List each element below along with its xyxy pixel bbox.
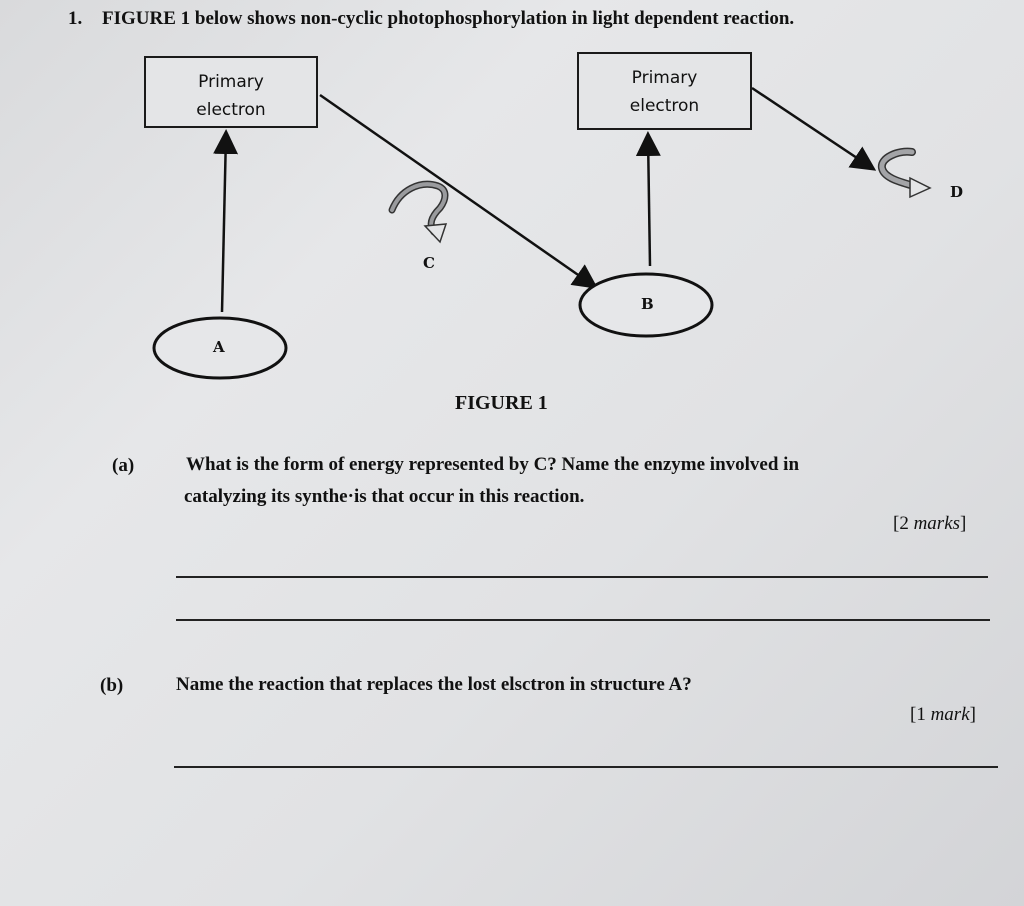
- part-a-question-line1: What is the form of energy represented by C? Name the enzyme involved in: [186, 454, 800, 475]
- curved-arrow-d-icon: [882, 152, 930, 197]
- primary-electron-box-2: [577, 52, 752, 130]
- answer-line-b1: [174, 766, 998, 768]
- part-a-question-line2: catalyzing its synthe·is that occur in this reaction.: [184, 486, 585, 507]
- figure-caption: FIGURE 1: [455, 392, 548, 414]
- part-b-marks: [910, 704, 976, 726]
- part-b-letter: (b): [100, 675, 124, 696]
- part-b-marks-open: [1: [910, 704, 931, 725]
- answer-line-a2: [176, 619, 990, 621]
- part-b-question: Name the reaction that replaces the lost elsctron in structure A?: [176, 674, 692, 695]
- box2-line1: Primary: [631, 68, 698, 88]
- label-b: B: [641, 295, 654, 313]
- box2-line2: electron: [629, 96, 700, 116]
- arrow-box2-to-d: [752, 88, 872, 168]
- part-a-marks: [893, 513, 966, 535]
- arrow-b-to-box2: [648, 136, 650, 266]
- curved-arrow-c-icon: [392, 184, 446, 242]
- question-prompt: FIGURE 1 below shows non-cyclic photophosphorylation in light dependent reaction.: [102, 8, 795, 29]
- label-d: D: [950, 183, 964, 201]
- part-b-marks-word: mark: [930, 704, 970, 725]
- label-c: C: [423, 254, 435, 272]
- arrow-box1-to-b: [320, 95, 594, 286]
- part-a-marks-open: [2: [893, 513, 914, 534]
- label-a: A: [213, 338, 225, 356]
- box1-line2: electron: [196, 100, 266, 120]
- answer-line-a1: [176, 576, 988, 578]
- arrow-a-to-box1: [222, 134, 226, 312]
- part-b-marks-close: ]: [969, 704, 976, 725]
- part-a-marks-word: marks: [913, 513, 961, 534]
- primary-electron-box-1: [144, 56, 318, 128]
- box1-line1: Primary: [198, 72, 264, 92]
- part-a-marks-close: ]: [960, 513, 967, 534]
- part-a-letter: (a): [112, 455, 135, 476]
- question-number: 1.: [68, 8, 83, 29]
